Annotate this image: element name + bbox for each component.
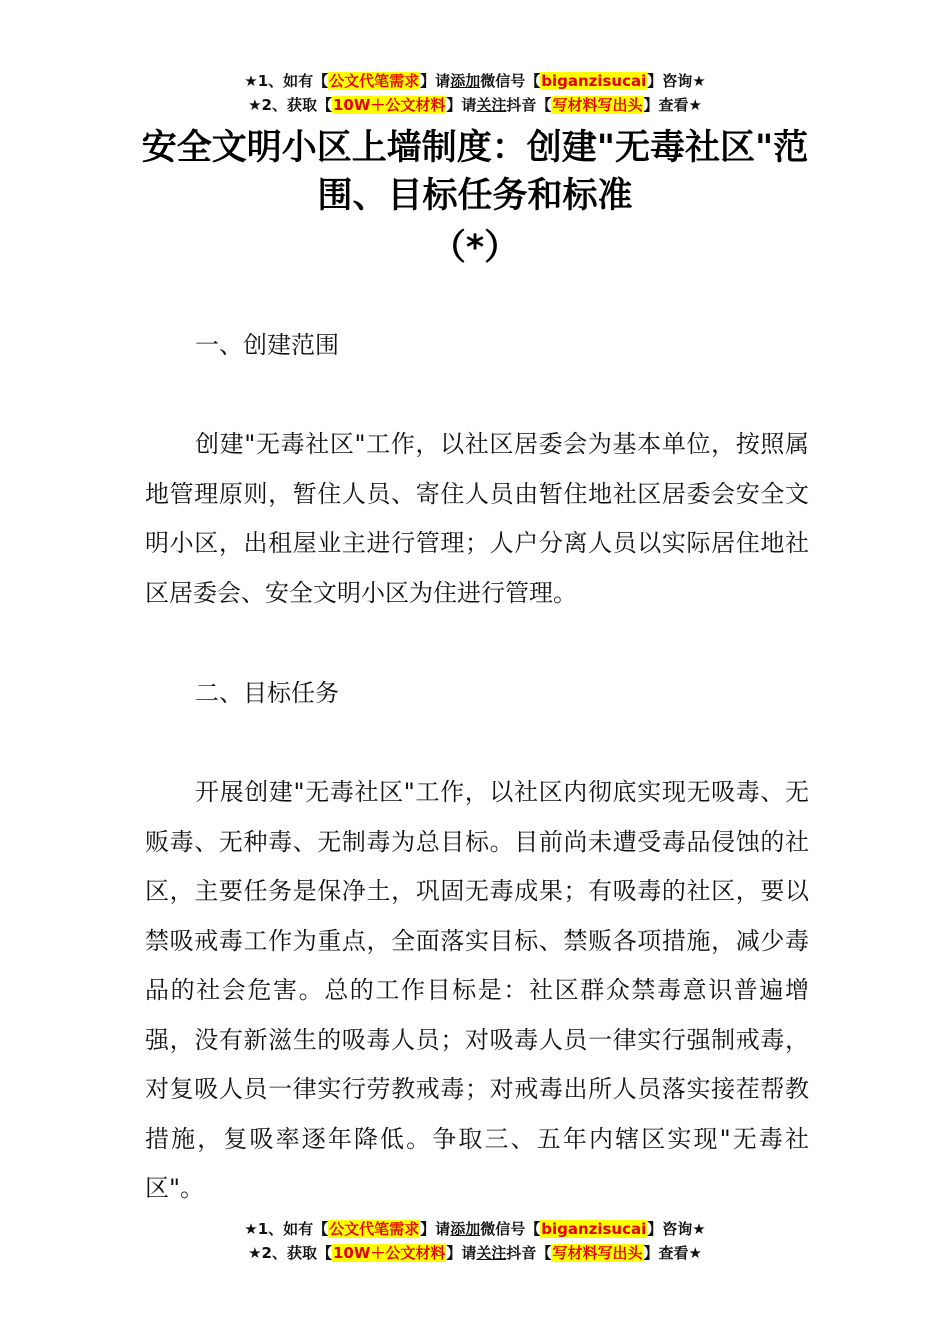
promo-highlight: 10W＋公文材料	[332, 96, 446, 114]
promo-underline: 关注	[476, 1244, 507, 1262]
promo-highlight: 写材料写出头	[552, 1244, 643, 1262]
promo-text: 】查看★	[643, 1244, 702, 1262]
promo-highlight: 10W＋公文材料	[332, 1244, 446, 1262]
promo-underline: 添加	[450, 1220, 481, 1238]
promo-text: ★1、如有【	[244, 1220, 329, 1238]
promo-text: ★1、如有【	[244, 72, 329, 90]
promo-text: ★2、获取【	[248, 96, 332, 114]
promo-highlight: 写材料写出头	[552, 96, 643, 114]
promo-highlight: 公文代笔需求	[329, 72, 420, 90]
promo-line-2	[0, 93, 950, 117]
promo-underline: 关注	[476, 96, 507, 114]
promo-text: 】请	[420, 1220, 451, 1238]
promo-banner-top	[0, 69, 950, 117]
promo-highlight: biganzisucai	[541, 1220, 647, 1238]
document-title	[130, 124, 820, 272]
promo-highlight: 公文代笔需求	[329, 1220, 420, 1238]
promo-text: 】请	[446, 96, 477, 114]
section-body-scope: 创建"无毒社区"工作，以社区居委会为基本单位，按照属地管理原则，暂住人员、寄住人员由暂住地社区居委会安全文明小区，出租屋业主进行管理；人户分离人员以实际居住地社区居委会、安全文明小区为住进行管理。	[145, 430, 809, 607]
promo-line-2	[0, 1241, 950, 1265]
promo-banner-bottom	[0, 1217, 950, 1265]
title-line-3: （*）	[430, 228, 520, 268]
promo-text: 】咨询★	[647, 1220, 706, 1238]
promo-text: 】请	[420, 72, 451, 90]
promo-highlight: biganzisucai	[541, 72, 647, 90]
section-body-goals: 开展创建"无毒社区"工作，以社区内彻底实现无吸毒、无贩毒、无种毒、无制毒为总目标。目前尚未遭受毒品侵蚀的社区，主要任务是保净土，巩固无毒成果；有吸毒的社区，要以禁吸戒毒工作为重点，全面落实目标、禁贩各项措施，减少毒品的社会危害。总的工作目标是：社区群众禁毒意识普遍增强，没有新滋生的吸毒人员；对吸毒人员一律实行强制戒毒，对复吸人员一律实行劳教戒毒；对戒毒出所人员落实接茬帮教措施，复吸率逐年降低。争取三、五年内辖区实现"无毒社区"。	[145, 778, 809, 1202]
promo-text: 】查看★	[643, 96, 702, 114]
promo-underline: 添加	[450, 72, 481, 90]
promo-text: 】咨询★	[647, 72, 706, 90]
section-heading-goals: 二、目标任务	[195, 679, 339, 707]
promo-line-1	[0, 69, 950, 93]
section-heading-scope: 一、创建范围	[195, 331, 339, 359]
promo-text: 微信号【	[480, 1220, 541, 1238]
promo-text: 抖音【	[506, 96, 552, 114]
promo-line-1	[0, 1217, 950, 1241]
promo-text: 微信号【	[480, 72, 541, 90]
title-line-1: 安全文明小区上墙制度：创建"无毒社区"范	[141, 128, 809, 168]
promo-text: 抖音【	[506, 1244, 552, 1262]
promo-text: ★2、获取【	[248, 1244, 332, 1262]
title-line-2: 围、目标任务和标准	[317, 176, 633, 216]
promo-text: 】请	[446, 1244, 477, 1262]
